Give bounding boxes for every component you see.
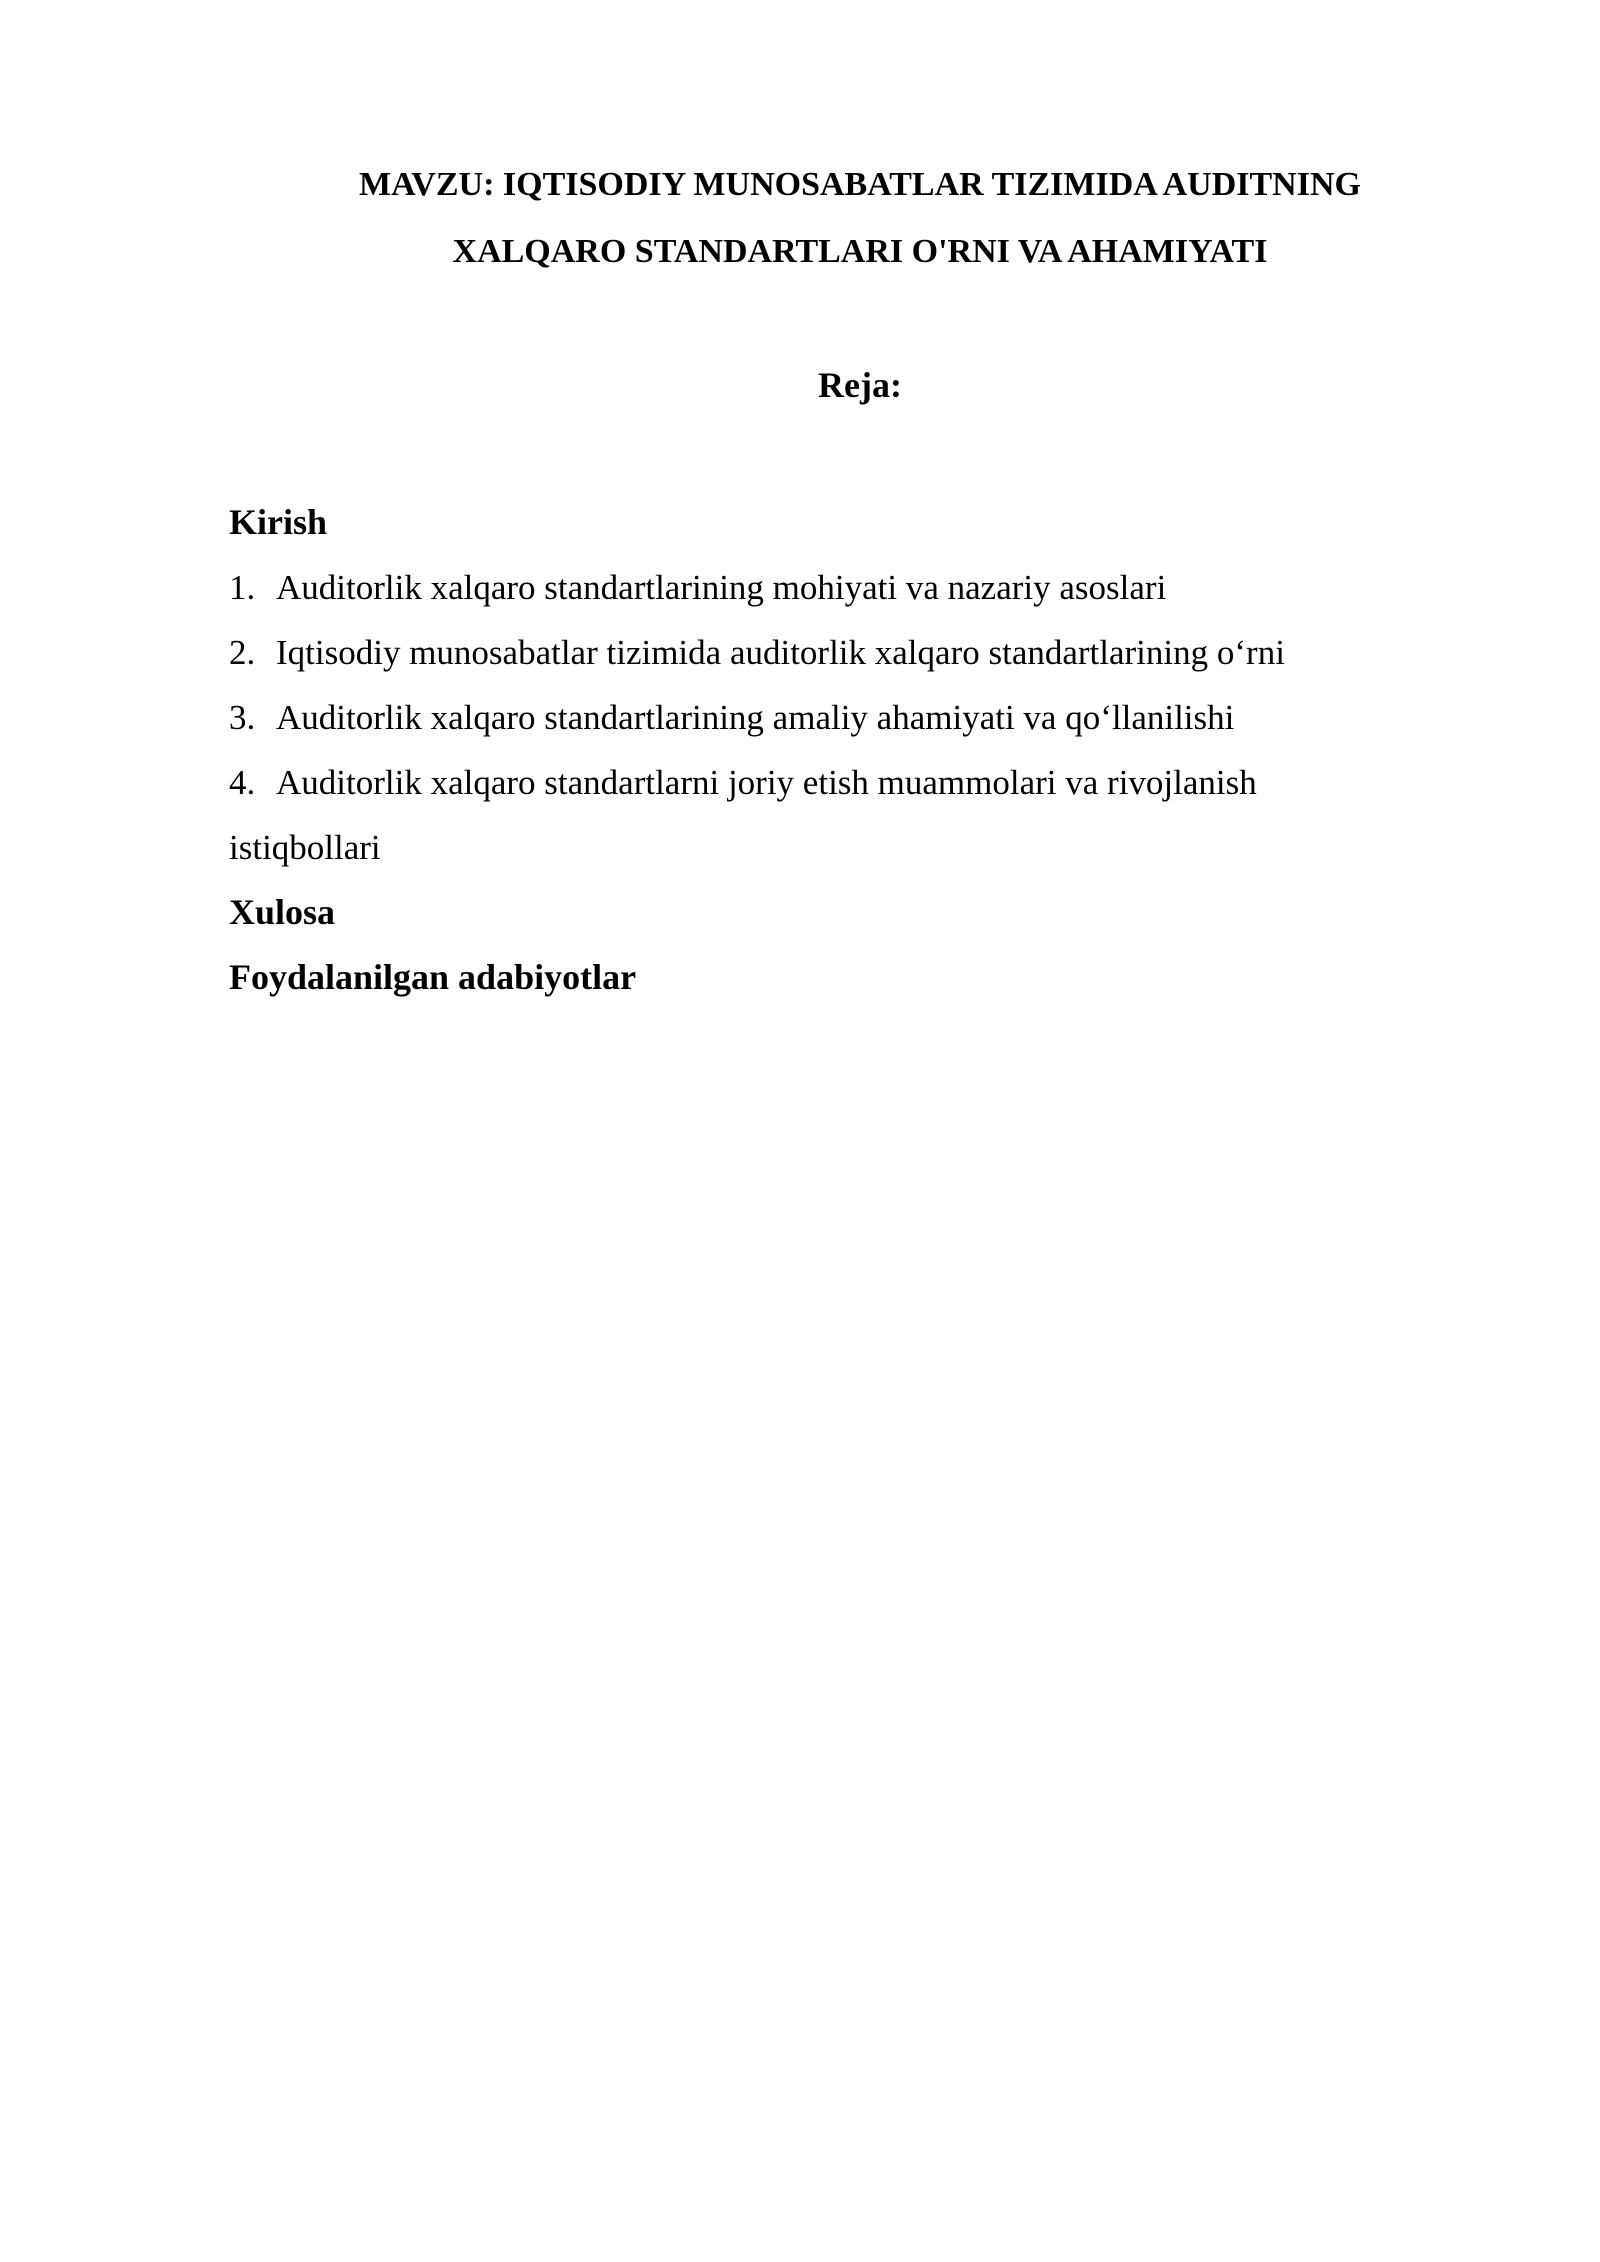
list-item-continuation: istiqbollari <box>229 828 381 867</box>
plan-heading: Reja: <box>818 365 902 405</box>
list-item-number: 2. <box>229 633 256 672</box>
list-item-number: 1. <box>229 568 256 607</box>
list-item-text: Auditorlik xalqaro standartlarni joriy etish muammolari va rivojlanish <box>276 763 1257 802</box>
list-item <box>229 685 1409 750</box>
conclusion-heading: Xulosa <box>229 892 336 932</box>
list-item-text: Auditorlik xalqaro standartlarining amaliy ahamiyati va qoʻllanilishi <box>276 698 1235 737</box>
list-item <box>229 555 1409 620</box>
list-item-number: 3. <box>229 698 256 737</box>
references-heading: Foydalanilgan adabiyotlar <box>229 957 637 997</box>
intro-heading: Kirish <box>229 502 328 542</box>
title-line-2: XALQARO STANDARTLARI O'RNI VA AHAMIYATI <box>452 233 1268 270</box>
list-item <box>229 620 1409 685</box>
list-item <box>229 750 1409 815</box>
list-item-text: Iqtisodiy munosabatlar tizimida auditorlik xalqaro standartlarining oʻrni <box>276 633 1285 672</box>
title-line-1: MAVZU: IQTISODIY MUNOSABATLAR TIZIMIDA AUDITNING <box>359 166 1361 203</box>
list-item-text: Auditorlik xalqaro standartlarining mohiyati va nazariy asoslari <box>276 568 1167 607</box>
list-item-number: 4. <box>229 763 256 802</box>
plan-list <box>229 490 1409 1010</box>
